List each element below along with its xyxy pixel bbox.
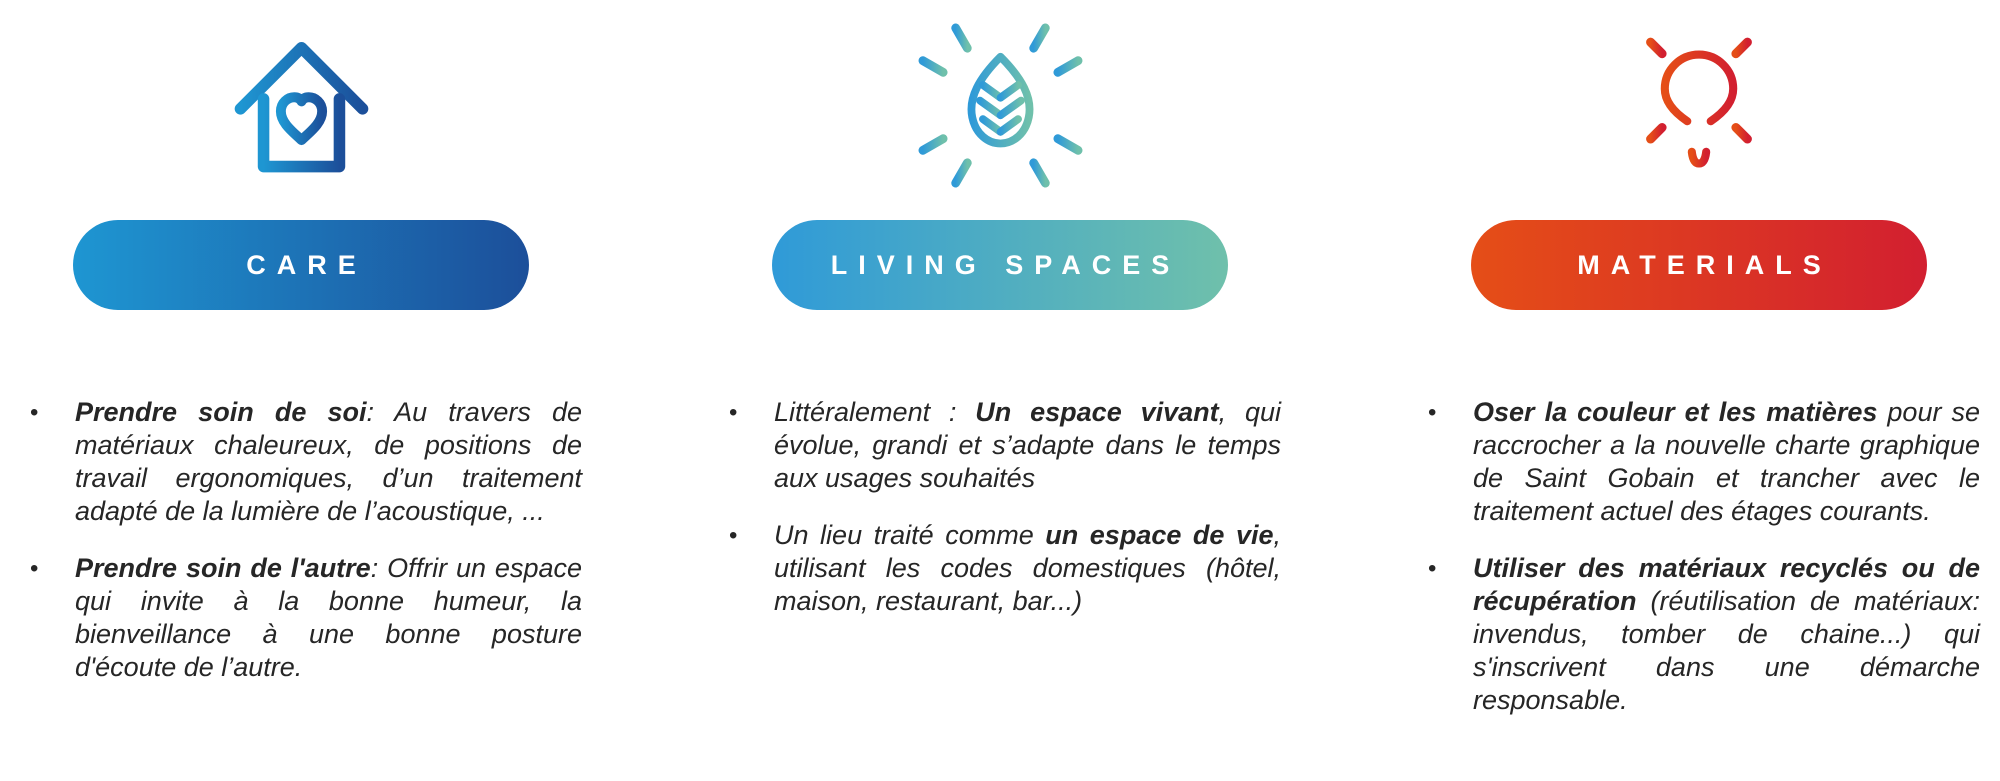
list-item xyxy=(719,396,1281,495)
bullet-marker: • xyxy=(30,399,39,426)
bullet-text: Littéralement : Un espace vivant, qui évolue, grandi et s’adapte dans le temps aux usages souhaités xyxy=(774,397,1281,493)
bullet-marker: • xyxy=(729,522,738,549)
leaf-shape xyxy=(971,56,1029,159)
bullet-list xyxy=(719,396,1281,642)
list-item xyxy=(719,519,1281,618)
bulb-shape xyxy=(1665,55,1733,164)
bulb-rays-icon xyxy=(1609,15,1789,195)
bullet-text: Un lieu traité comme un espace de vie, utilisant les codes domestiques (hôtel, maison, restaurant, bar...) xyxy=(774,520,1282,616)
icon-area xyxy=(20,0,582,210)
bullet-list xyxy=(20,396,582,708)
icon-area xyxy=(1418,0,1980,210)
bullet-text: Utiliser des matériaux recyclés ou de récupération (réutilisation de matériaux: invendus, tomber de chaine...) qui s'inscrivent dans une démarche responsable. xyxy=(1473,553,1980,715)
pill-label: LIVING SPACES xyxy=(830,249,1181,280)
bullet-marker: • xyxy=(1428,399,1437,426)
pill-care xyxy=(73,220,529,310)
leaf-rays-icon xyxy=(903,8,1098,203)
bullet-text: Prendre soin de soi: Au travers de matériaux chaleureux, de positions de travail ergonomiques, d’un traitement adapté de la lumière de l’acoustique, ... xyxy=(75,397,582,526)
list-item xyxy=(1418,396,1980,528)
pill-label: MATERIALS xyxy=(1577,249,1832,280)
pill-living-spaces xyxy=(772,220,1228,310)
column-care xyxy=(20,0,582,741)
bulb-rays xyxy=(1631,22,1768,139)
list-item xyxy=(20,396,582,528)
bullet-marker: • xyxy=(729,399,738,426)
bullet-marker: • xyxy=(30,555,39,582)
pill-materials xyxy=(1471,220,1927,310)
list-item xyxy=(1418,552,1980,717)
icon-area xyxy=(719,0,1281,210)
column-materials xyxy=(1418,0,1980,741)
pill-label: CARE xyxy=(246,249,367,280)
bullet-list xyxy=(1418,396,1980,741)
column-living-spaces xyxy=(719,0,1281,741)
bullet-text: Prendre soin de l'autre: Offrir un espace qui invite à la bonne humeur, la bienveillance à une bonne posture d'écoute de l’autre. xyxy=(75,553,582,682)
bullet-marker: • xyxy=(1428,555,1437,582)
house-heart-icon xyxy=(219,23,384,188)
bullet-text: Oser la couleur et les matières pour se raccrocher a la nouvelle charte graphique de Saint Gobain et trancher avec le traitement actuel des étages courants. xyxy=(1473,397,1981,526)
list-item xyxy=(20,552,582,684)
